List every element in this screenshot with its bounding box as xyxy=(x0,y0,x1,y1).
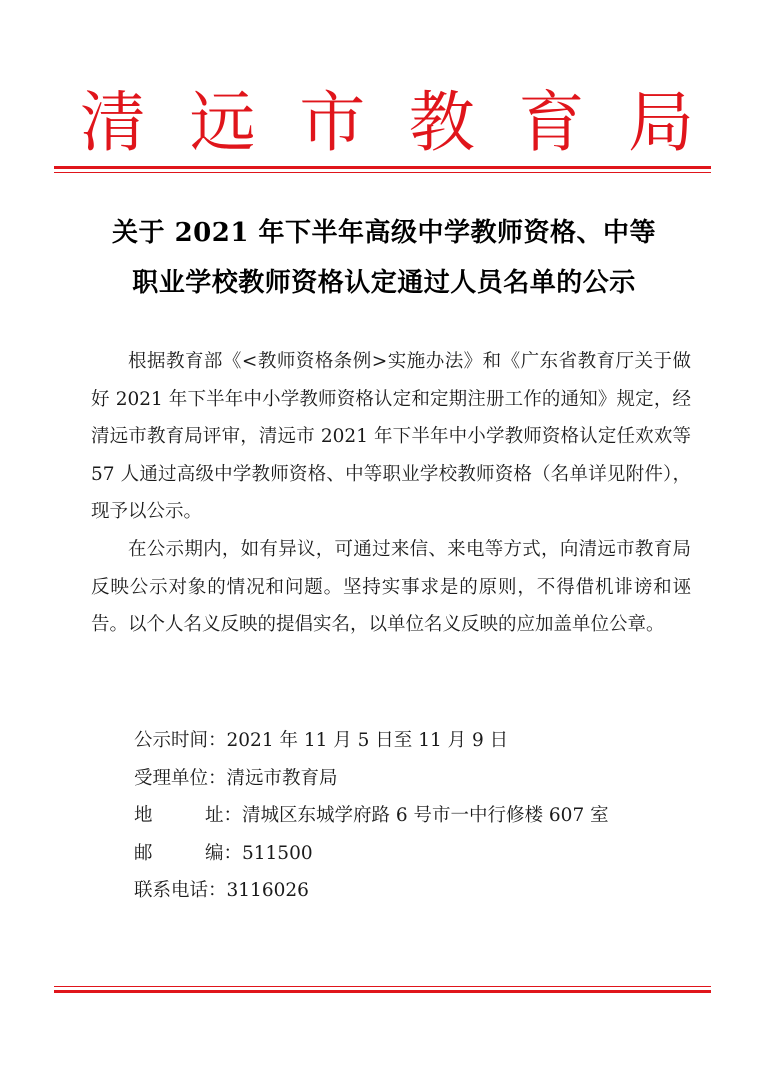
title-line-1: 关于 2021 年下半年高级中学教师资格、中等 xyxy=(112,218,656,248)
zip-label-b: 编： xyxy=(204,842,242,864)
info-row-dept xyxy=(134,760,609,798)
masthead-org-name xyxy=(0,78,768,168)
phone-label: 联系电话： xyxy=(134,880,227,902)
dept-label: 受理单位： xyxy=(134,767,227,789)
masthead-char: 远 xyxy=(189,84,256,161)
header-divider-thick xyxy=(54,166,711,169)
body-paragraph: 在公示期内，如有异议，可通过来信、来电等方式，向清远市教育局反映公示对象的情况和问题。坚持实事求是的原则，不得借机诽谤和诬告。以个人名义反映的提倡实名，以单位名义反映的应加盖单位公章。 xyxy=(91,538,691,636)
zip-label-a: 邮 xyxy=(134,842,153,864)
masthead-char: 育 xyxy=(518,84,585,161)
masthead-char: 局 xyxy=(627,84,694,161)
masthead-char: 教 xyxy=(408,84,475,161)
address-label xyxy=(134,797,242,835)
address-label-b: 址： xyxy=(204,805,242,827)
info-row-period xyxy=(134,722,609,760)
document-body xyxy=(91,343,691,644)
info-row-zip xyxy=(134,835,609,873)
dept-value: 清远市教育局 xyxy=(226,767,338,789)
address-value: 清城区东城学府路 6 号市一中行修楼 607 室 xyxy=(242,805,609,827)
masthead-char: 清 xyxy=(80,84,146,161)
footer-divider-thin xyxy=(54,986,711,987)
masthead-char: 市 xyxy=(299,84,366,161)
contact-info xyxy=(134,722,609,910)
body-paragraph: 根据教育部《<教师资格条例>实施办法》和《广东省教育厅关于做好 2021 年下半年中小学教师资格认定和定期注册工作的通知》规定，经清远市教育局评审，清远市 2021 年下半年中小学教师资格认定任欢欢等 57 人通过高级中学教师资格、中等职业学校教师资格（名单详见附件），现予以公示。 xyxy=(91,351,691,523)
period-value: 2021 年 11 月 5 日至 11 月 9 日 xyxy=(226,730,509,751)
document-title xyxy=(60,208,708,308)
info-row-phone xyxy=(134,872,609,910)
footer-divider-thick xyxy=(54,990,711,993)
zip-value: 511500 xyxy=(242,842,313,864)
address-label-a: 地 xyxy=(134,805,153,827)
header-divider-thin xyxy=(54,172,711,173)
info-row-address xyxy=(134,797,609,835)
period-label: 公示时间： xyxy=(134,730,227,751)
zip-label xyxy=(134,835,242,873)
phone-value: 3116026 xyxy=(226,880,309,902)
title-line-2: 职业学校教师资格认定通过人员名单的公示 xyxy=(132,268,636,298)
